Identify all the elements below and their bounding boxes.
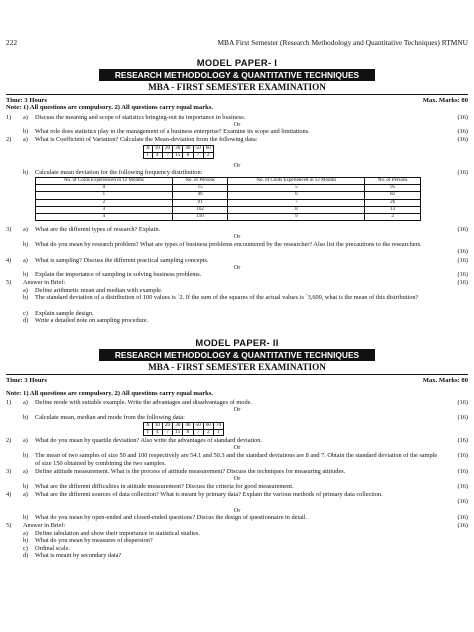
table-cell: 7 (162, 429, 172, 436)
table-row (36, 185, 421, 192)
question-number: 1) (6, 114, 12, 121)
table-cell: 8 (228, 206, 365, 213)
table-cell: 2 (365, 214, 421, 221)
question-intro: Answer in Brief: (23, 279, 66, 286)
paper1-subject-band: RESEARCH METHODOLOGY & QUANTITATIVE TECHNIQUES (99, 69, 375, 81)
table-cell: 4 (36, 214, 173, 221)
question-text: The mean of two samples of size 50 and 100 respectively are 54.1 and 50.3 and the standard deviations are 8 and 7. Obtain the standard deviation of the sample of size 150 obtained by combining the two samples. (35, 452, 438, 467)
paper2-max-marks: Max. Marks: 80 (422, 377, 468, 384)
table-cell: 40 (183, 423, 193, 430)
or-divider: Or (233, 162, 241, 169)
question-text: Calculate mean, median and mode from the following data: (35, 414, 185, 421)
table-header: No. of Persons (365, 178, 421, 185)
paper1-frequency-table (35, 177, 421, 221)
table-cell: 30 (173, 423, 183, 430)
table-row (36, 214, 421, 221)
part-label: b) (23, 128, 29, 135)
part-label: a) (23, 257, 28, 264)
question-text: Define attitude measurement. What is the process of attitude measurement? Discuss the techniques for measuring attitudes. (35, 468, 346, 475)
table-cell: X (144, 423, 153, 430)
question-number: 3) (6, 226, 12, 233)
question-text: What is sampling? Discuss the different practical sampling concepts. (35, 257, 209, 264)
table-cell: 15 (173, 429, 183, 436)
marks: (16) (457, 498, 468, 505)
question-number: 2) (6, 437, 12, 444)
or-divider: Or (233, 233, 241, 240)
part-label: a) (23, 468, 28, 475)
question-text: What do you mean by open-ended and closed-ended questions? Discus the design of questionnaire in detail. (35, 514, 308, 521)
question-text: Define mode with suitable example. Write the advantages and disadvantages of mode. (35, 399, 252, 406)
table-cell: 20 (162, 146, 172, 153)
marks: (16) (457, 136, 468, 143)
marks: (16) (457, 414, 468, 421)
table-cell: 50 (193, 423, 203, 430)
paper2-time: Time: 3 Hours (6, 377, 47, 384)
table-cell: 2 (203, 152, 213, 159)
table-header: No. of Colds Experienced in 12 Months (36, 178, 173, 185)
question-text: What do you mean by research problem? What are types of business problems encountered by the researcher? Also list the precautions to the researchers. (35, 241, 422, 248)
table-cell: 110 (172, 214, 228, 221)
table-cell: 4 (152, 152, 162, 159)
part-label: a) (23, 136, 28, 143)
question-number: 5) (6, 279, 12, 286)
paper1-title: MODEL PAPER- I (196, 57, 278, 68)
table-cell: 91 (172, 199, 228, 206)
table-cell: 50 (193, 146, 203, 153)
table-cell: 15 (173, 152, 183, 159)
part-label: a) (23, 491, 28, 498)
table-header: No. of Colds Experienced in 12 Months (228, 178, 365, 185)
table-header: No. of Persons (172, 178, 228, 185)
marks: (16) (457, 522, 468, 529)
table-cell: 10 (152, 423, 162, 430)
table-cell: 8 (183, 152, 193, 159)
or-divider: Or (233, 406, 241, 413)
part-label: b) (23, 483, 29, 490)
table-cell: 2 (203, 429, 213, 436)
part-label: b) (23, 414, 29, 421)
question-text: What are the different types of research? Explain. (35, 226, 161, 233)
table-cell: 4 (152, 429, 162, 436)
table-cell: 7 (162, 152, 172, 159)
part-label: a) (23, 287, 28, 294)
part-label: b) (23, 537, 29, 544)
marks: (16) (457, 468, 468, 475)
table-row (36, 192, 421, 199)
paper1-data-table (143, 145, 214, 159)
page-number: 222 (6, 38, 18, 47)
question-number: 4) (6, 257, 12, 264)
marks: (16) (457, 279, 468, 286)
question-intro: Answer in Brief: (23, 522, 66, 529)
part-label: b) (23, 169, 29, 176)
table-cell: 8 (183, 429, 193, 436)
table-cell: f (144, 152, 153, 159)
table-cell: 7 (228, 199, 365, 206)
question-text: What do you mean by measures of dispersion? (35, 537, 153, 544)
marks: (16) (457, 169, 468, 176)
table-cell: 5 (228, 185, 365, 192)
question-text: Explain sample design. (35, 310, 94, 317)
marks: (16) (457, 514, 468, 521)
paper1-time-row (6, 97, 468, 104)
part-label: d) (23, 317, 29, 324)
marks: (16) (457, 226, 468, 233)
paper1-time: Time: 3 Hours (6, 97, 47, 104)
table-cell: 3 (36, 206, 173, 213)
running-title: MBA First Semester (Research Methodology and Quantitative Techniques) RTMNU (217, 38, 468, 47)
table-cell: 7 (193, 429, 203, 436)
question-text: What are the different difficulties in attitude measurement? Discuss the criteria for good measurement. (35, 483, 294, 490)
table-cell: f (144, 429, 153, 436)
part-label: b) (23, 514, 29, 521)
table-cell: 6 (228, 192, 365, 199)
question-text: Define arithmetic mean and median with example. (35, 287, 163, 294)
paper1-max-marks: Max. Marks: 80 (422, 97, 468, 104)
table-row (144, 429, 224, 436)
question-text: What is Coefficient of Variation? Calculate the Mean-deviation from the following data: (35, 136, 258, 143)
question-text: Define tabulation and show their importance in statistical studies. (35, 530, 200, 537)
table-cell: 1 (213, 429, 223, 436)
question-text: What are the different sources of data collection? What is meant by primary data? Explain the various methods of primary data collection. (35, 491, 383, 498)
question-number: 5) (6, 522, 12, 529)
question-text: Calculate mean deviation for the following frequency distribution: (35, 169, 203, 176)
paper2-data-table (143, 422, 224, 436)
part-label: a) (23, 114, 28, 121)
marks: (16) (457, 114, 468, 121)
table-cell: 20 (162, 423, 172, 430)
part-label: b) (23, 452, 29, 459)
part-label: a) (23, 399, 28, 406)
table-cell: 15 (172, 185, 228, 192)
part-label: b) (23, 294, 29, 301)
table-cell: 13 (365, 206, 421, 213)
table-cell: 40 (183, 146, 193, 153)
question-text: Discuss the meaning and scope of statistics bringing-out its importance in business. (35, 114, 246, 121)
paper2-title: MODEL PAPER- II (195, 337, 279, 348)
marks: (16) (457, 271, 468, 278)
part-label: d) (23, 552, 29, 559)
marks: (16) (457, 257, 468, 264)
table-cell: 26 (365, 199, 421, 206)
paper2-rule (6, 374, 468, 375)
table-cell: X (144, 146, 153, 153)
question-text: Ordinal scale. (35, 545, 70, 552)
table-cell: 1 (36, 192, 173, 199)
question-text: Explain the importance of sampling in solving business problems. (35, 271, 202, 278)
part-label: b) (23, 271, 29, 278)
table-cell: 82 (365, 192, 421, 199)
or-divider: Or (233, 264, 241, 271)
part-label: b) (23, 241, 29, 248)
table-cell: 60 (203, 423, 213, 430)
or-divider: Or (233, 444, 241, 451)
question-text: What is meant by secondary data? (35, 552, 122, 559)
table-cell: 60 (203, 146, 213, 153)
question-text: Write a detailed note on sampling procedure. (35, 317, 149, 324)
marks: (16) (457, 248, 468, 255)
marks: (16) (457, 452, 468, 459)
question-text: What do you mean by quartile deviation? Also write the advantages of standard deviation. (35, 437, 262, 444)
question-text: The standard deviation of a distribution of 100 values is `2. If the sum of the squares of the actual values is `3,600, what is the mean of this distribution? (35, 294, 419, 301)
table-cell: 162 (172, 206, 228, 213)
marks: (16) (457, 483, 468, 490)
table-cell: 9 (228, 214, 365, 221)
part-label: c) (23, 310, 28, 317)
paper2-note: Note: 1) All questions are compulsory. 2) All questions carry equal marks. (6, 390, 214, 397)
table-cell: 46 (172, 192, 228, 199)
paper1-rule (6, 94, 468, 95)
question-text: What role does statistics play in the management of a business enterprise? Examine its scope and limitations. (35, 128, 310, 135)
part-label: a) (23, 530, 28, 537)
or-divider: Or (233, 507, 241, 514)
question-number: 4) (6, 491, 12, 498)
marks: (16) (457, 399, 468, 406)
table-cell: 2 (36, 199, 173, 206)
paper2-time-row (6, 377, 468, 384)
question-number: 1) (6, 399, 12, 406)
table-cell: 95 (365, 185, 421, 192)
question-number: 2) (6, 136, 12, 143)
or-divider: Or (233, 121, 241, 128)
paper1-exam-name: MBA - FIRST SEMESTER EXAMINATION (148, 82, 326, 92)
table-row (144, 152, 214, 159)
table-cell: 10 (152, 146, 162, 153)
part-label: c) (23, 545, 28, 552)
table-cell: 0 (36, 185, 173, 192)
part-label: a) (23, 437, 28, 444)
paper2-subject-band: RESEARCH METHODOLOGY & QUANTITATIVE TECHNIQUES (99, 349, 375, 361)
table-cell: 7 (193, 152, 203, 159)
marks: (16) (457, 128, 468, 135)
table-row (36, 206, 421, 213)
question-number: 3) (6, 468, 12, 475)
table-header-row (36, 178, 421, 185)
table-cell: 70 (213, 423, 223, 430)
paper2-exam-name: MBA - FIRST SEMESTER EXAMINATION (148, 362, 326, 372)
or-divider: Or (233, 475, 241, 482)
table-row (36, 199, 421, 206)
table-cell: 30 (173, 146, 183, 153)
paper1-note: Note: 1) All questions are compulsory. 2) All questions carry equal marks. (6, 104, 214, 111)
marks: (16) (457, 437, 468, 444)
part-label: a) (23, 226, 28, 233)
